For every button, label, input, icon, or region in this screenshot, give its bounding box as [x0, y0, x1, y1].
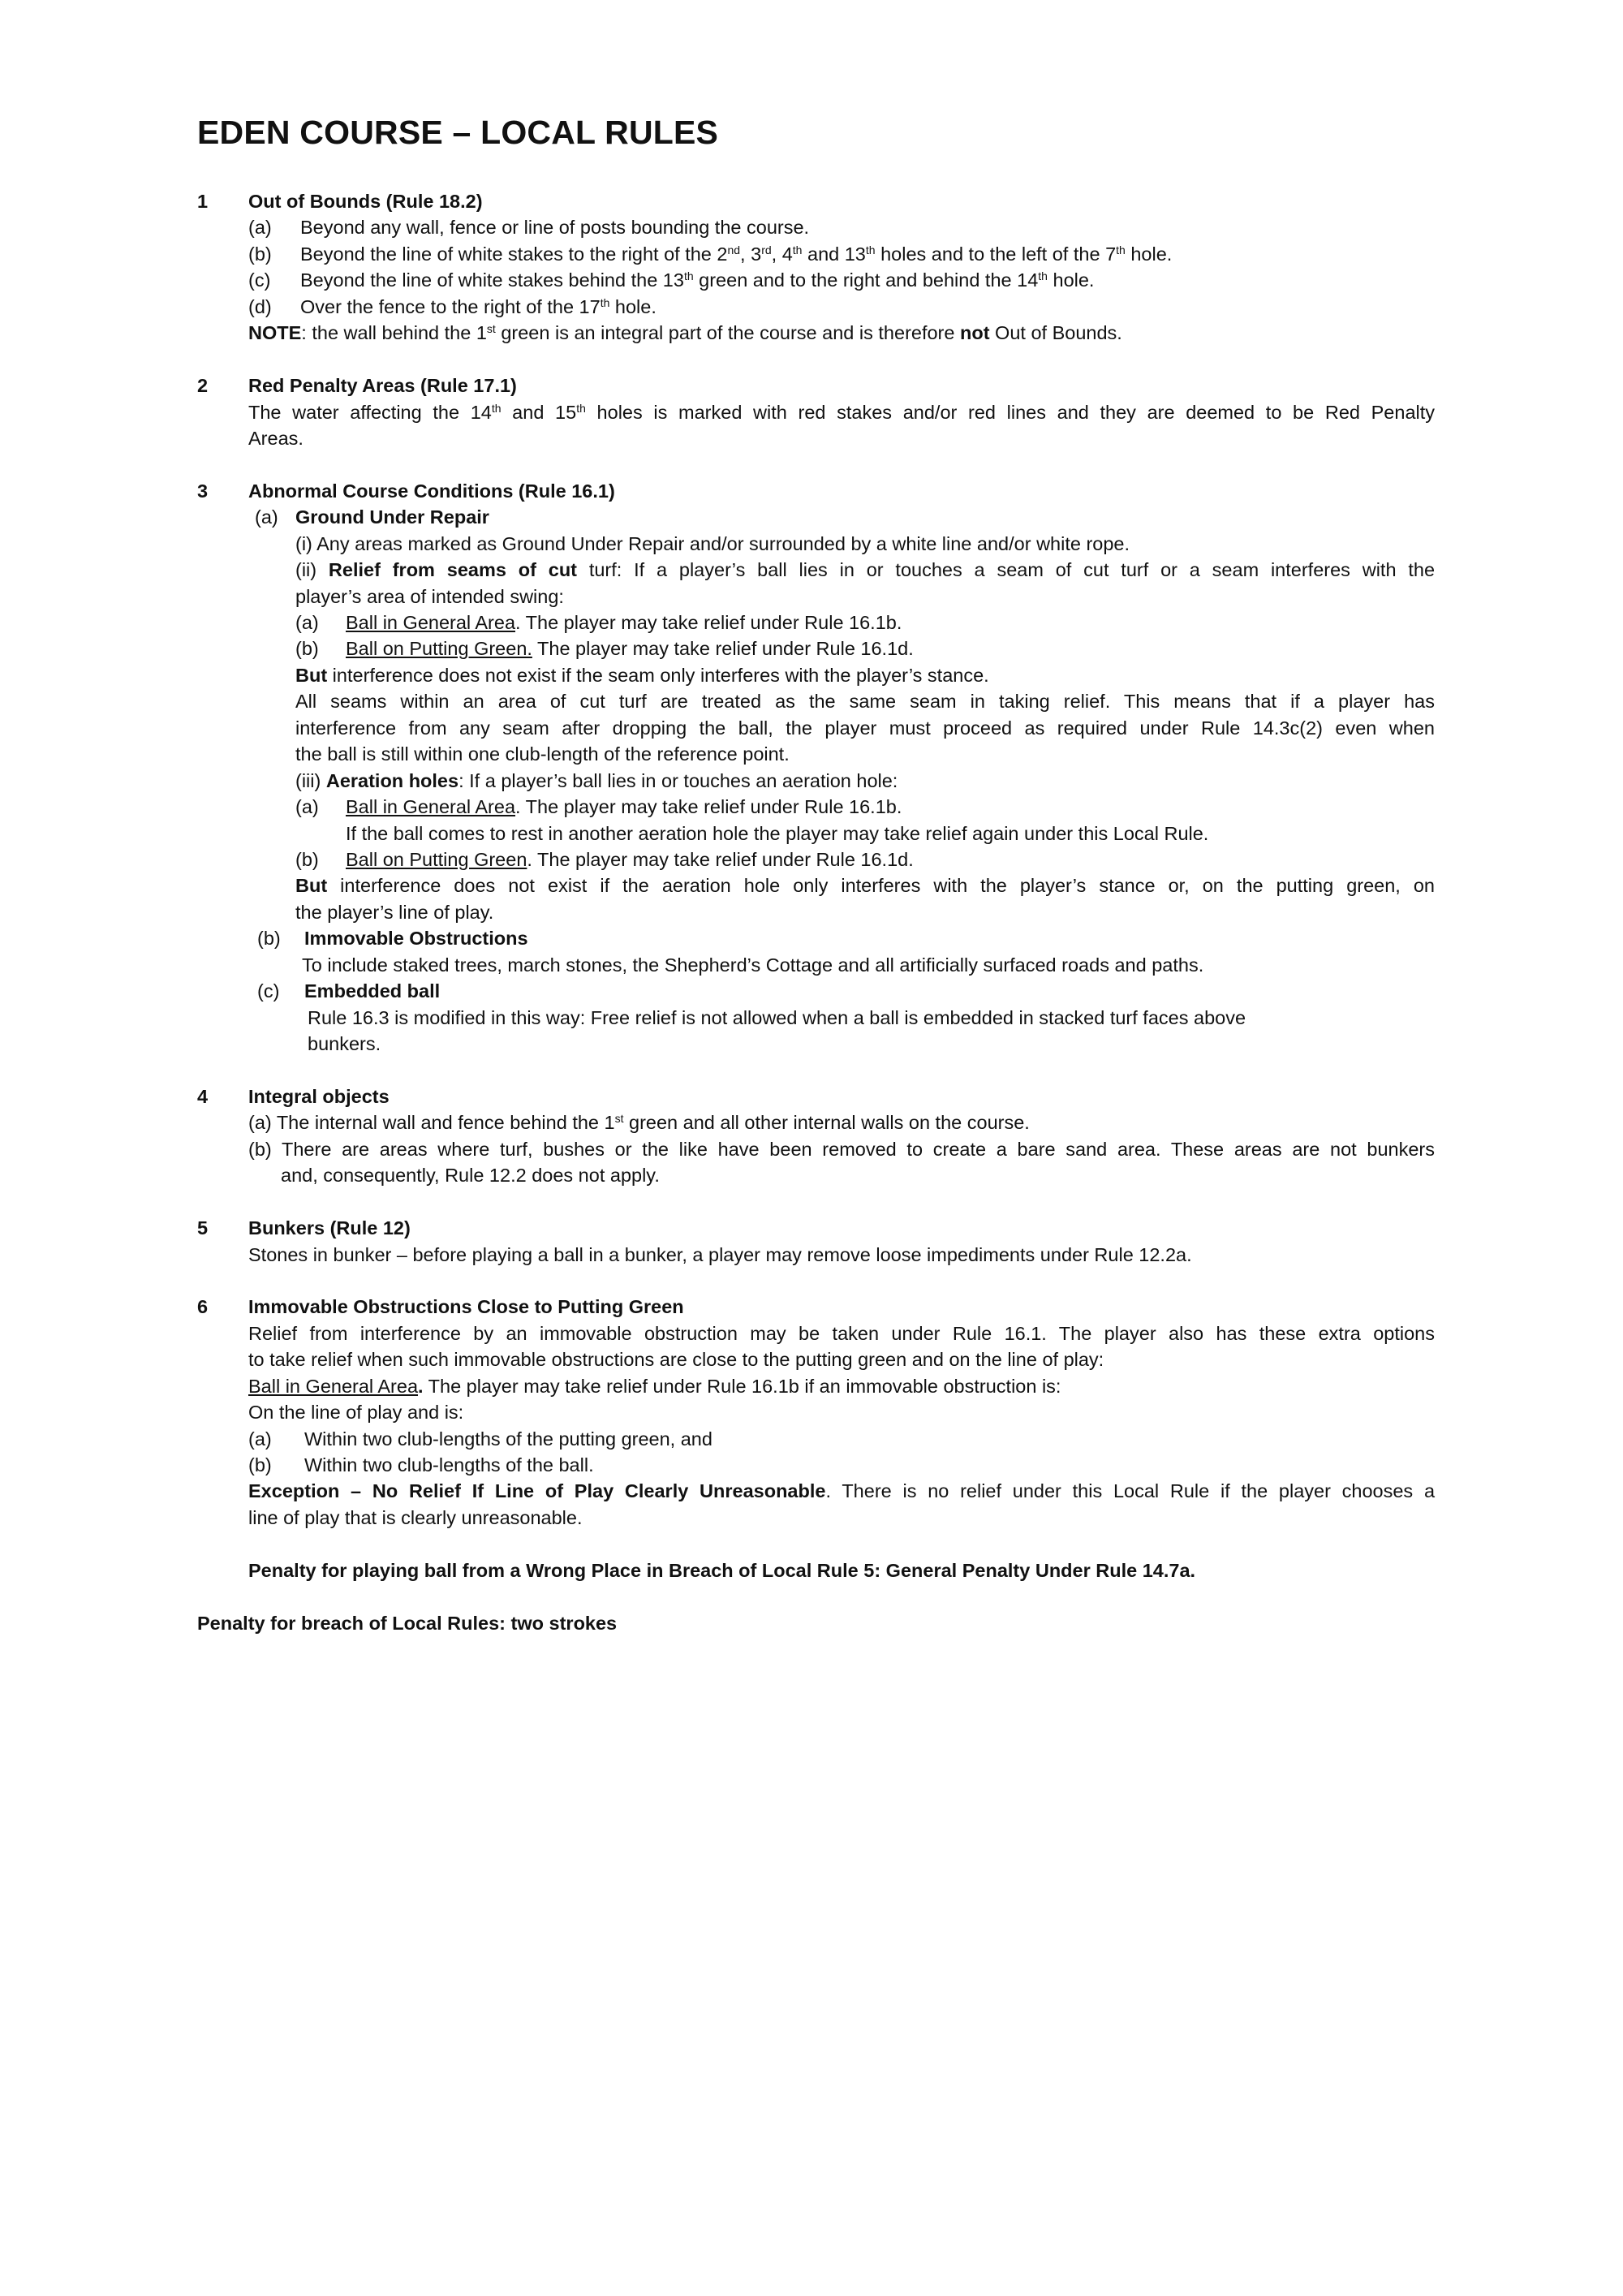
text-run: the ball is still within one club-length of the reference point. — [295, 743, 790, 765]
superscript: th — [865, 243, 876, 256]
text-run: Integral objects — [248, 1085, 390, 1107]
text-run: The player may take relief under Rule 16.1b if an immovable obstruction is: — [423, 1375, 1061, 1397]
text-line — [0, 821, 1623, 846]
superscript: th — [1116, 243, 1126, 256]
text-line — [0, 688, 1623, 714]
text-line — [0, 504, 1623, 530]
text-line — [0, 1031, 1623, 1057]
line-text — [346, 846, 914, 872]
text-line — [0, 1478, 1623, 1504]
line-text — [304, 1426, 712, 1452]
text-line — [0, 557, 1623, 583]
underlined-text: Ball in General Area — [346, 612, 516, 633]
text-line — [0, 1294, 1623, 1320]
bold-text: . — [418, 1375, 424, 1397]
line-text — [346, 794, 902, 820]
section-number: 2 — [197, 375, 209, 397]
superscript: th — [491, 401, 502, 415]
superscript: rd — [761, 243, 772, 256]
text-run: . There is no relief under this Local Rule if the player chooses a — [825, 1480, 1436, 1502]
line-text — [295, 504, 489, 530]
superscript: th — [600, 295, 610, 309]
text-line — [0, 531, 1623, 557]
text-line — [0, 794, 1623, 820]
text-run: interference does not exist if the seam only interferes with the player’s stance. — [327, 664, 989, 686]
text-run: hole. — [1047, 269, 1095, 291]
line-text — [248, 1242, 1192, 1268]
line-text — [346, 635, 914, 661]
text-run: Stones in bunker – before playing a ball in a bunker, a player may remove loose impediments under Rule 12.2a. — [248, 1243, 1192, 1265]
text-line — [0, 635, 1623, 661]
text-line — [0, 1426, 1623, 1452]
text-run: the player’s line of play. — [295, 901, 494, 923]
text-run: Bunkers (Rule 12) — [248, 1217, 411, 1239]
section-number: 3 — [197, 480, 209, 502]
text-line — [0, 294, 1623, 320]
text-run: Rule 16.3 is modified in this way: Free relief is not allowed when a ball is embedded in stacked turf faces above — [308, 1006, 1246, 1028]
line-text — [248, 399, 1435, 425]
text-run: Abnormal Course Conditions (Rule 16.1) — [248, 480, 615, 502]
underlined-text: Ball in General Area — [248, 1375, 419, 1397]
text-run: (i) Any areas marked as Ground Under Repair and/or surrounded by a white line and/or white rope. — [295, 532, 1130, 554]
bold-text: Exception – No Relief If Line of Play Clearly Unreasonable — [248, 1480, 826, 1502]
line-text — [300, 294, 657, 320]
text-run: Out of Bounds. — [989, 322, 1122, 344]
bold-text: NOTE — [248, 322, 302, 344]
text-line — [0, 241, 1623, 267]
text-line — [0, 899, 1623, 925]
item-label: (a) — [248, 217, 272, 239]
bold-text: Penalty for breach of Local Rules: two strokes — [197, 1612, 618, 1634]
text-line — [0, 320, 1623, 346]
line-text — [295, 768, 898, 794]
section-number: 6 — [197, 1296, 209, 1318]
line-text — [300, 267, 1094, 293]
text-run: (b) There are areas where turf, bushes or the like have been removed to create a bare sand area. These areas are not bunkers — [248, 1138, 1435, 1160]
blank-line — [0, 347, 1623, 373]
item-label: (b) — [295, 848, 319, 870]
text-run: player’s area of intended swing: — [295, 585, 564, 607]
text-line — [0, 425, 1623, 451]
text-line — [0, 952, 1623, 978]
blank-line — [0, 1189, 1623, 1215]
section-number: 5 — [197, 1217, 209, 1239]
text-run: Areas. — [248, 427, 304, 449]
text-run: If the ball comes to rest in another aeration hole the player may take relief again under this Local Rule. — [346, 822, 1209, 844]
text-run: (ii) — [295, 559, 329, 581]
line-text — [248, 1505, 583, 1531]
text-line — [0, 872, 1623, 898]
bold-text: Aeration holes — [325, 769, 459, 791]
line-text — [304, 978, 440, 1004]
text-run: Beyond the line of white stakes to the right of the 2 — [300, 243, 728, 265]
text-line — [0, 267, 1623, 293]
text-line — [0, 1452, 1623, 1478]
text-run: green and all other internal walls on the course. — [623, 1112, 1030, 1134]
line-text — [295, 531, 1130, 557]
text-line — [0, 1399, 1623, 1425]
line-text — [308, 1005, 1246, 1031]
text-line — [0, 925, 1623, 951]
text-run: interference does not exist if the aeration hole only interferes with the player’s stance or, on the putting green, on — [327, 875, 1435, 897]
text-line — [0, 1083, 1623, 1109]
line-text — [295, 688, 1435, 714]
text-line — [0, 715, 1623, 741]
blank-line — [0, 1583, 1623, 1609]
text-run: and 13 — [802, 243, 866, 265]
text-line — [0, 610, 1623, 635]
line-text — [248, 373, 517, 398]
item-label: (a) — [248, 1428, 272, 1450]
bold-text: Embedded ball — [304, 980, 441, 1002]
text-line — [0, 768, 1623, 794]
superscript: th — [683, 269, 694, 283]
text-run: Within two club-lengths of the putting green, and — [304, 1428, 712, 1450]
text-run: All seams within an area of cut turf are treated as the same seam in taking relief. This means that if a player has — [295, 691, 1435, 713]
text-run: holes and to the left of the 7 — [875, 243, 1117, 265]
text-line — [0, 1005, 1623, 1031]
item-label: (a) — [295, 612, 319, 633]
line-text — [295, 741, 790, 767]
blank-line — [0, 1057, 1623, 1083]
text-run: On the line of play and is: — [248, 1402, 464, 1424]
text-run: : If a player’s ball lies in or touches an aeration hole: — [458, 769, 898, 791]
line-text — [295, 715, 1435, 741]
line-text — [248, 1320, 1435, 1346]
line-text — [304, 925, 528, 951]
underlined-text: Ball on Putting Green — [346, 848, 527, 870]
item-label: (b) — [248, 243, 272, 265]
text-line — [0, 1320, 1623, 1346]
text-run: Relief from interference by an immovable obstruction may be taken under Rule 16.1. The player also has these extra options — [248, 1322, 1435, 1344]
text-run: The water affecting the 14 — [248, 401, 492, 423]
superscript: th — [792, 243, 803, 256]
text-line — [0, 188, 1623, 214]
bold-text: But — [295, 664, 328, 686]
text-line — [0, 1215, 1623, 1241]
text-line — [0, 373, 1623, 398]
item-label: (b) — [257, 928, 281, 950]
item-label: (b) — [248, 1454, 272, 1475]
line-text — [308, 1031, 381, 1057]
text-run: (iii) — [295, 769, 326, 791]
superscript: th — [576, 401, 586, 415]
text-run: (a) The internal wall and fence behind the 1 — [248, 1112, 615, 1134]
line-text — [248, 1557, 1195, 1583]
text-run: Over the fence to the right of the 17 — [300, 295, 601, 317]
text-run: Out of Bounds (Rule 18.2) — [248, 191, 483, 212]
text-run: . The player may take relief under Rule 16.1d. — [527, 848, 914, 870]
line-text — [248, 478, 615, 504]
line-text — [302, 952, 1203, 978]
bold-text: But — [295, 875, 328, 897]
item-label: (c) — [257, 980, 280, 1002]
text-run: interference from any seam after dropping the ball, the player must proceed as required under Rule 14.3c(2) even when — [295, 717, 1435, 739]
text-run: , 3 — [740, 243, 762, 265]
line-text — [295, 584, 564, 610]
line-text — [300, 214, 809, 240]
bold-text: not — [959, 322, 990, 344]
superscript: st — [614, 1112, 624, 1126]
bold-text: Immovable Obstructions — [304, 928, 528, 950]
line-text — [248, 1346, 1104, 1372]
underlined-text: Ball in General Area — [346, 796, 516, 818]
superscript: nd — [727, 243, 741, 256]
item-label: (a) — [295, 796, 319, 818]
text-line — [0, 1136, 1623, 1162]
text-run: . The player may take relief under Rule 16.1b. — [515, 612, 902, 633]
text-run: green and to the right and behind the 14 — [693, 269, 1039, 291]
line-text — [295, 662, 989, 688]
text-line — [0, 662, 1623, 688]
text-line — [0, 1162, 1623, 1188]
text-line — [0, 1505, 1623, 1531]
text-run: Beyond any wall, fence or line of posts bounding the course. — [300, 217, 810, 239]
underlined-text: Ball on Putting Green. — [346, 638, 532, 660]
line-text — [248, 188, 483, 214]
text-line — [0, 399, 1623, 425]
line-text — [248, 1294, 684, 1320]
section-number: 1 — [197, 191, 209, 212]
text-line — [0, 978, 1623, 1004]
section-number: 4 — [197, 1085, 209, 1107]
line-text — [248, 1373, 1061, 1399]
line-text — [248, 1109, 1030, 1135]
text-line — [0, 1346, 1623, 1372]
line-text — [346, 610, 902, 635]
text-run: : the wall behind the 1 — [301, 322, 487, 344]
item-label: (b) — [295, 638, 319, 660]
text-run: , 4 — [771, 243, 793, 265]
text-line — [0, 478, 1623, 504]
text-run: Beyond the line of white stakes behind the 13 — [300, 269, 684, 291]
item-label: (d) — [248, 295, 272, 317]
bold-text: Ground Under Repair — [295, 506, 489, 528]
line-text — [304, 1452, 594, 1478]
text-run: turf: If a player’s ball lies in or touches a seam of cut turf or a seam interferes with the — [577, 559, 1436, 581]
text-run: green is an integral part of the course and is therefore — [495, 322, 960, 344]
superscript: th — [1038, 269, 1048, 283]
text-line — [0, 1373, 1623, 1399]
text-run: Red Penalty Areas (Rule 17.1) — [248, 375, 517, 397]
text-run: line of play that is clearly unreasonable. — [248, 1506, 583, 1528]
text-line — [0, 1557, 1623, 1583]
text-run: to take relief when such immovable obstructions are close to the putting green and on the line of play: — [248, 1349, 1104, 1371]
text-line — [0, 584, 1623, 610]
line-text — [197, 1610, 617, 1636]
blank-line — [0, 451, 1623, 477]
line-text — [248, 1478, 1435, 1504]
line-text — [300, 241, 1172, 267]
text-run: and 15 — [501, 401, 577, 423]
line-text — [248, 1399, 463, 1425]
line-text — [281, 1162, 660, 1188]
line-text — [295, 899, 493, 925]
bold-text: Relief from seams of cut — [328, 559, 578, 581]
text-line — [0, 741, 1623, 767]
text-run: Immovable Obstructions Close to Putting Green — [248, 1296, 684, 1318]
text-line — [0, 1109, 1623, 1135]
line-text — [248, 1215, 411, 1241]
item-label: (c) — [248, 269, 271, 291]
text-line — [0, 1610, 1623, 1636]
line-text — [295, 557, 1435, 583]
page-title: EDEN COURSE – LOCAL RULES — [197, 114, 719, 151]
local-rules-body — [0, 188, 1623, 1636]
line-text — [346, 821, 1208, 846]
text-run: bunkers. — [308, 1033, 381, 1054]
superscript: st — [486, 322, 496, 336]
text-line — [0, 214, 1623, 240]
line-text — [295, 872, 1435, 898]
text-line — [0, 846, 1623, 872]
bold-text: Penalty for playing ball from a Wrong Place in Breach of Local Rule 5: General Penalty Under Rule 14.7a. — [248, 1559, 1196, 1581]
text-run: Within two club-lengths of the ball. — [304, 1454, 594, 1475]
line-text — [248, 1083, 390, 1109]
text-run: . The player may take relief under Rule 16.1b. — [515, 796, 902, 818]
text-run: To include staked trees, march stones, the Shepherd’s Cottage and all artificially surfaced roads and paths. — [302, 954, 1204, 976]
text-run: and, consequently, Rule 12.2 does not apply. — [281, 1165, 660, 1187]
item-label: (a) — [255, 506, 278, 528]
text-line — [0, 1242, 1623, 1268]
text-run: hole. — [609, 295, 657, 317]
line-text — [248, 1136, 1435, 1162]
blank-line — [0, 1268, 1623, 1294]
line-text — [248, 425, 304, 451]
blank-line — [0, 1531, 1623, 1557]
line-text — [248, 320, 1122, 346]
text-run: hole. — [1125, 243, 1173, 265]
text-run: The player may take relief under Rule 16.1d. — [532, 638, 914, 660]
text-run: holes is marked with red stakes and/or red lines and they are deemed to be Red Penalty — [585, 401, 1436, 423]
